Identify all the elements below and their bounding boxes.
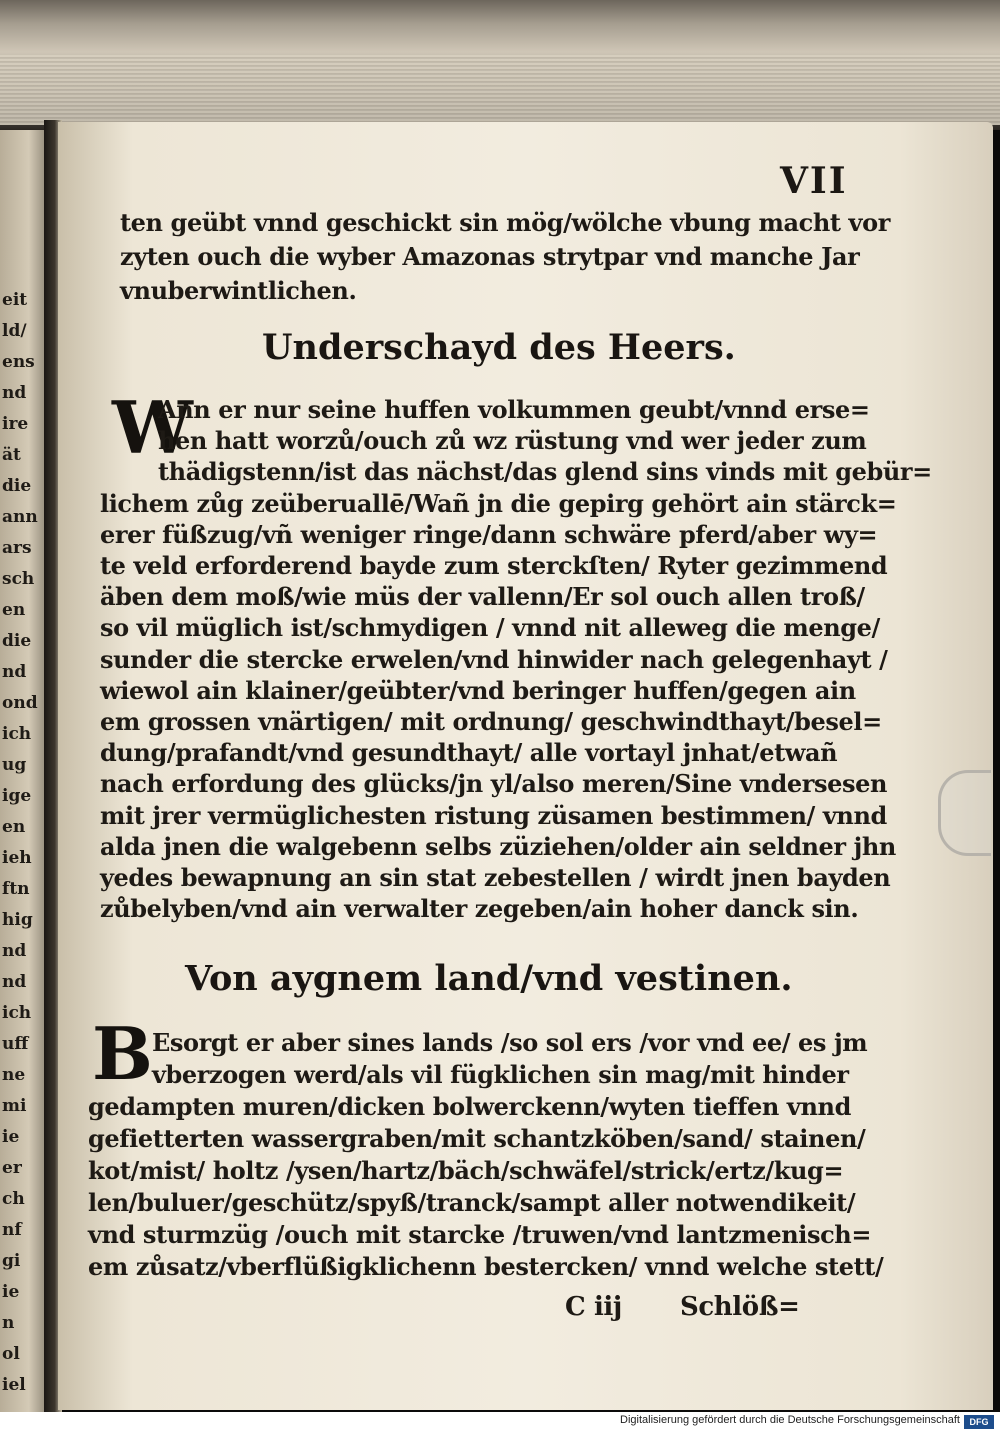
text-line: gedampten muren/dicken bolwerckenn/wyten tieffen vnnd: [88, 1092, 851, 1121]
text-line: yedes bewapnung an sin stat zebestellen / wirdt jnen bayden: [100, 863, 891, 892]
text-line: dung/prafandt/vnd gesundthayt/ alle vortayl jnhat/etwañ: [100, 738, 838, 768]
left-page-fragment: ich: [2, 724, 32, 744]
left-page-fragment: nd: [2, 662, 27, 682]
text-line: mit jrer vermüglichesten ristung züsamen bestimmen/ vnnd: [100, 800, 887, 830]
intro-line: vnuberwintlichen.: [120, 276, 357, 305]
left-page-fragment: ol: [2, 1344, 20, 1364]
left-page-fragment: en: [2, 600, 26, 620]
intro-line: zyten ouch die wyber Amazonas strytpar vnd manche Jar: [120, 242, 860, 271]
text-line: em grossen vnärtigen/ mit ordnung/ geschwindthayt/besel=: [100, 707, 882, 736]
left-page-fragment: ie: [2, 1282, 20, 1302]
left-page-fragment: sch: [2, 569, 35, 589]
left-page-fragment: ens: [2, 352, 35, 372]
left-page-fragment: ond: [2, 693, 38, 713]
left-page-fragment: er: [2, 1158, 22, 1178]
funding-credit: Digitalisierung gefördert durch die Deutsche Forschungsgemeinschaft: [620, 1414, 960, 1426]
left-page-fragment: nd: [2, 972, 27, 992]
left-page-fragment: hig: [2, 910, 33, 930]
text-line: hen hatt worzů/ouch zů wz rüstung vnd wer jeder zum: [158, 426, 867, 456]
text-line: len/buluer/geschütz/spyß/tranck/sampt aller notwendikeit/: [88, 1188, 856, 1217]
left-page-fragment: iel: [2, 1375, 26, 1395]
text-line: em zůsatz/vberflüßigklichenn bestercken/ vnnd welche stett/: [88, 1252, 884, 1281]
text-line: te veld erforderend bayde zum sterckſten/ Ryter gezimmend: [100, 551, 888, 580]
left-page-fragment: gi: [2, 1251, 21, 1271]
page-clip: [938, 770, 991, 856]
left-page-fragment: die: [2, 476, 32, 496]
text-line: Ann er nur seine huffen volkummen geubt/vnnd erse=: [158, 395, 870, 424]
text-line: alda jnen die walgebenn selbs züziehen/older ain seldner jhn: [100, 831, 896, 861]
left-page-fragment: ieh: [2, 848, 32, 868]
left-page-edge: [0, 130, 48, 1415]
left-page-fragment: ie: [2, 1127, 20, 1147]
text-line: zůbelyben/vnd ain verwalter zegeben/ain hoher danck sin.: [100, 894, 859, 924]
left-page-fragment: ug: [2, 755, 27, 775]
left-page-fragment: nd: [2, 383, 27, 403]
text-line: vnd sturmzüg /ouch mit starcke /truwen/vnd lantzmenisch=: [88, 1220, 872, 1249]
text-line: Esorgt er aber sines lands /so sol ers /vor vnd ee/ es jm: [152, 1028, 868, 1057]
left-page-fragment: nf: [2, 1220, 22, 1240]
left-page-fragment: ire: [2, 414, 29, 434]
left-page-fragment: ann: [2, 507, 38, 527]
drop-cap: B: [92, 1011, 153, 1096]
text-line: kot/mist/ holtz /ysen/hartz/bäch/schwäfel/strick/ertz/kug=: [88, 1156, 844, 1185]
section-heading: Underschayd des Heers.: [262, 327, 736, 368]
page-stack: [0, 55, 1000, 125]
left-page-fragment: ars: [2, 538, 32, 558]
left-page-fragment: ät: [2, 445, 21, 465]
text-line: sunder die stercke erwelen/vnd hinwider nach gelegenhayt /: [100, 644, 888, 674]
text-line: vberzogen werd/als vil fügklichen sin mag/mit hinder: [152, 1060, 849, 1089]
intro-line: ten geübt vnnd geschickt sin mög/wölche vbung macht vor: [120, 208, 890, 237]
left-page-fragment: die: [2, 631, 32, 651]
text-line: gefietterten wassergraben/mit schantzköben/sand/ stainen/: [88, 1124, 866, 1153]
left-page-fragment: ch: [2, 1189, 25, 1209]
folio-number: VII: [780, 160, 848, 202]
text-line: thädigstenn/ist das nächst/das glend sins vinds mit gebür=: [158, 457, 932, 487]
text-line: wiewol ain klainer/geübter/vnd beringer huffen/gegen ain: [100, 675, 856, 705]
section-heading: Von aygnem land/vnd vestinen.: [185, 958, 793, 999]
left-page-fragment: mi: [2, 1096, 27, 1116]
left-page-fragment: eit: [2, 290, 28, 310]
left-page-fragment: ne: [2, 1065, 26, 1085]
text-line: lichem zůg zeüberuallē/Wañ jn die gepirg gehört ain stärck=: [100, 488, 897, 518]
text-line: erer füßzug/vñ weniger ringe/dann schwäre pferd/aber wy=: [100, 519, 878, 549]
left-page-fragment: ld/: [2, 321, 27, 341]
left-page-fragment: n: [2, 1313, 15, 1333]
page-signature: C iij: [565, 1292, 622, 1322]
left-page-fragment: ftn: [2, 879, 30, 899]
text-line: nach erfordung des glücks/jn yl/also meren/Sine vndersesen: [100, 769, 887, 799]
left-page-fragment: ige: [2, 786, 32, 806]
left-page-fragment: uff: [2, 1034, 29, 1054]
dfg-logo: DFG: [964, 1415, 994, 1429]
catchword: Schlöß=: [680, 1292, 800, 1322]
drop-cap: W: [112, 385, 193, 470]
left-page-fragment: en: [2, 817, 26, 837]
left-page-fragment: ich: [2, 1003, 32, 1023]
left-page-fragment: nd: [2, 941, 27, 961]
text-line: äben dem moß/wie müs der vallenn/Er sol ouch allen troß/: [100, 582, 865, 612]
text-line: so vil müglich ist/schmydigen / vnnd nit alleweg die menge/: [100, 613, 880, 643]
